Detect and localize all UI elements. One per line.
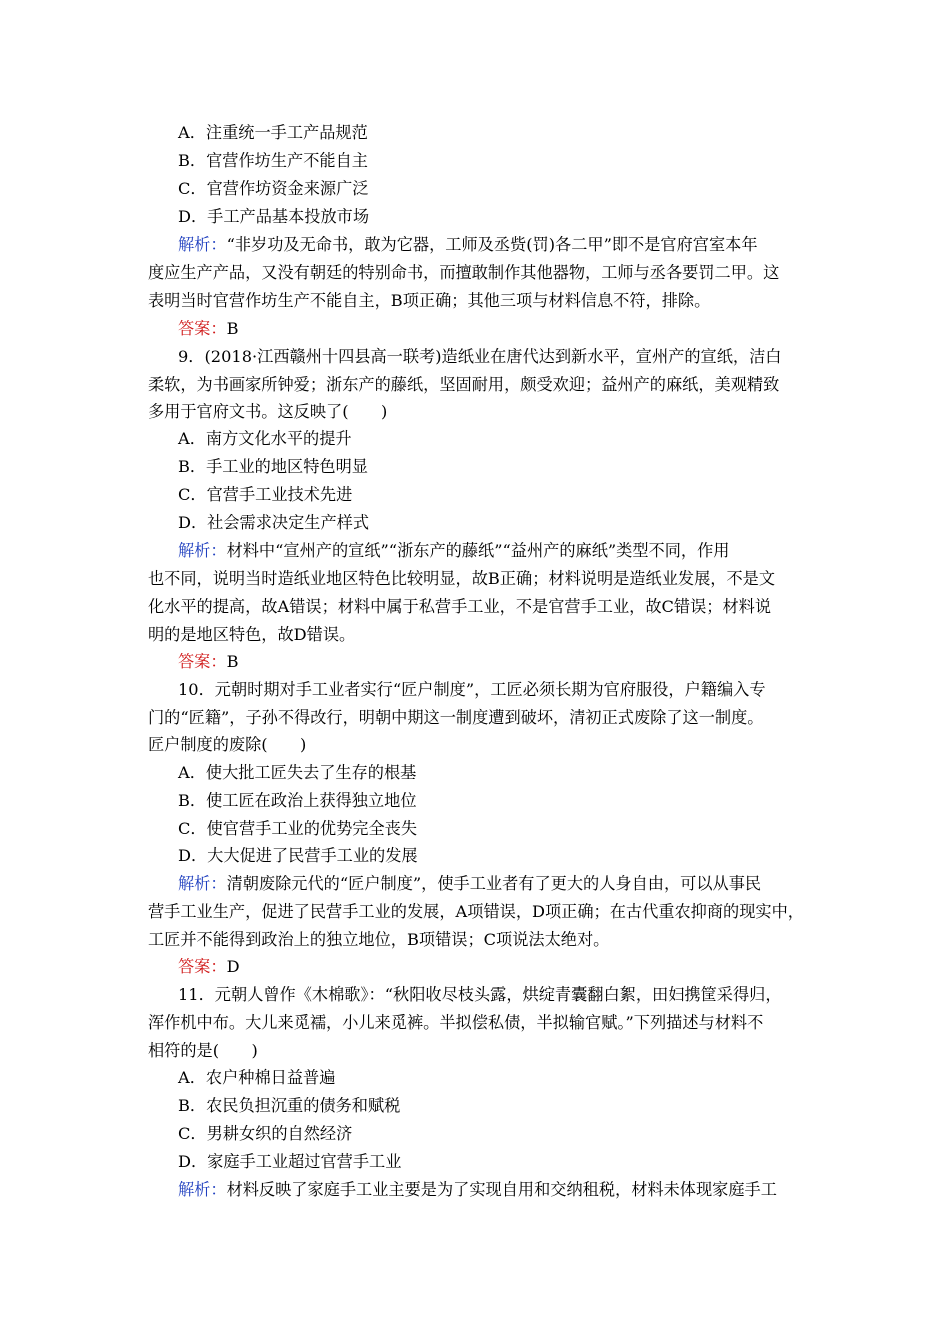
analysis-line: 明的是地区特色，故D错误。 bbox=[148, 625, 356, 644]
question-line: 浑作机中布。大儿来觅襦，小儿来觅裤。半拟偿私债，半拟输官赋。”下列描述与材料不 bbox=[148, 1013, 764, 1032]
option-c: C．官营作坊资金来源广泛 bbox=[178, 179, 369, 198]
option-a: A．注重统一手工产品规范 bbox=[178, 123, 368, 142]
question-line: 相符的是( ) bbox=[148, 1041, 258, 1060]
analysis-line bbox=[178, 1176, 777, 1204]
answer-value: D bbox=[226, 957, 240, 976]
option-b: B．官营作坊生产不能自主 bbox=[178, 151, 368, 170]
option-d: D．家庭手工业超过官营手工业 bbox=[178, 1152, 402, 1171]
question-line: 门的“匠籍”，子孙不得改行，明朝中期这一制度遭到破坏，清初正式废除了这一制度。 bbox=[148, 708, 764, 727]
option-c: C．官营手工业技术先进 bbox=[178, 485, 353, 504]
question-line: 11．元朝人曾作《木棉歌》：“秋阳收尽枝头露，烘绽青囊翻白絮，田妇携筐采得归， bbox=[178, 985, 782, 1004]
analysis-line bbox=[178, 870, 761, 898]
option-d: D．手工产品基本投放市场 bbox=[178, 207, 370, 226]
analysis-label: 解析： bbox=[178, 235, 227, 254]
option-a: A．南方文化水平的提升 bbox=[178, 429, 352, 448]
answer-line bbox=[178, 648, 238, 676]
analysis-label: 解析： bbox=[178, 874, 227, 893]
analysis-label: 解析： bbox=[178, 541, 227, 560]
option-d: D．社会需求决定生产样式 bbox=[178, 513, 370, 532]
analysis-line: 营手工业生产，促进了民营手工业的发展，A项错误，D项正确；在古代重农抑商的现实中， bbox=[148, 902, 804, 921]
analysis-text: 材料中“宣州产的宣纸”“浙东产的藤纸”“益州产的麻纸”类型不同，作用 bbox=[226, 541, 730, 560]
analysis-line: 表明当时官营作坊生产不能自主，B项正确；其他三项与材料信息不符，排除。 bbox=[148, 291, 711, 310]
answer-label: 答案： bbox=[178, 319, 227, 338]
option-c: C．使官营手工业的优势完全丧失 bbox=[178, 819, 418, 838]
option-b: B．手工业的地区特色明显 bbox=[178, 457, 368, 476]
option-a: A．使大批工匠失去了生存的根基 bbox=[178, 763, 417, 782]
answer-value: B bbox=[226, 652, 239, 671]
option-b: B．使工匠在政治上获得独立地位 bbox=[178, 791, 417, 810]
analysis-line: 度应生产产品，又没有朝廷的特别命书，而擅敢制作其他器物，工师与丞各要罚二甲。这 bbox=[148, 263, 780, 282]
option-a: A．农户种棉日益普遍 bbox=[178, 1068, 336, 1087]
question-line: 柔软，为书画家所钟爱；浙东产的藤纸，坚固耐用，颇受欢迎；益州产的麻纸，美观精致 bbox=[148, 375, 780, 394]
answer-line bbox=[178, 315, 238, 343]
answer-label: 答案： bbox=[178, 957, 227, 976]
answer-value: B bbox=[226, 319, 239, 338]
analysis-text: 材料反映了家庭手工业主要是为了实现自用和交纳租税，材料未体现家庭手工 bbox=[226, 1180, 777, 1199]
option-c: C．男耕女织的自然经济 bbox=[178, 1124, 353, 1143]
analysis-line: 化水平的提高，故A错误；材料中属于私营手工业，不是官营手工业，故C错误；材料说 bbox=[148, 597, 772, 616]
question-line: 匠户制度的废除( ) bbox=[148, 735, 307, 754]
analysis-line bbox=[178, 231, 758, 259]
analysis-text: “非岁功及无命书，敢为它器，工师及丞赀(罚)各二甲”即不是官府宫室本年 bbox=[226, 235, 758, 254]
option-b: B．农民负担沉重的债务和赋税 bbox=[178, 1096, 401, 1115]
analysis-label: 解析： bbox=[178, 1180, 227, 1199]
question-line: 多用于官府文书。这反映了( ) bbox=[148, 402, 388, 421]
analysis-line: 也不同，说明当时造纸业地区特色比较明显，故B正确；材料说明是造纸业发展，不是文 bbox=[148, 569, 776, 588]
question-line: 10．元朝时期对手工业者实行“匠户制度”，工匠必须长期为官府服役，户籍编入专 bbox=[178, 680, 766, 699]
analysis-line: 工匠并不能得到政治上的独立地位，B项错误；C项说法太绝对。 bbox=[148, 930, 610, 949]
answer-label: 答案： bbox=[178, 652, 227, 671]
answer-line bbox=[178, 953, 240, 981]
analysis-text: 清朝废除元代的“匠户制度”，使手工业者有了更大的人身自由，可以从事民 bbox=[226, 874, 762, 893]
analysis-line bbox=[178, 537, 729, 565]
question-line: 9．(2018·江西赣州十四县高一联考)造纸业在唐代达到新水平，宣州产的宣纸，洁白 bbox=[178, 347, 782, 366]
option-d: D．大大促进了民营手工业的发展 bbox=[178, 846, 418, 865]
